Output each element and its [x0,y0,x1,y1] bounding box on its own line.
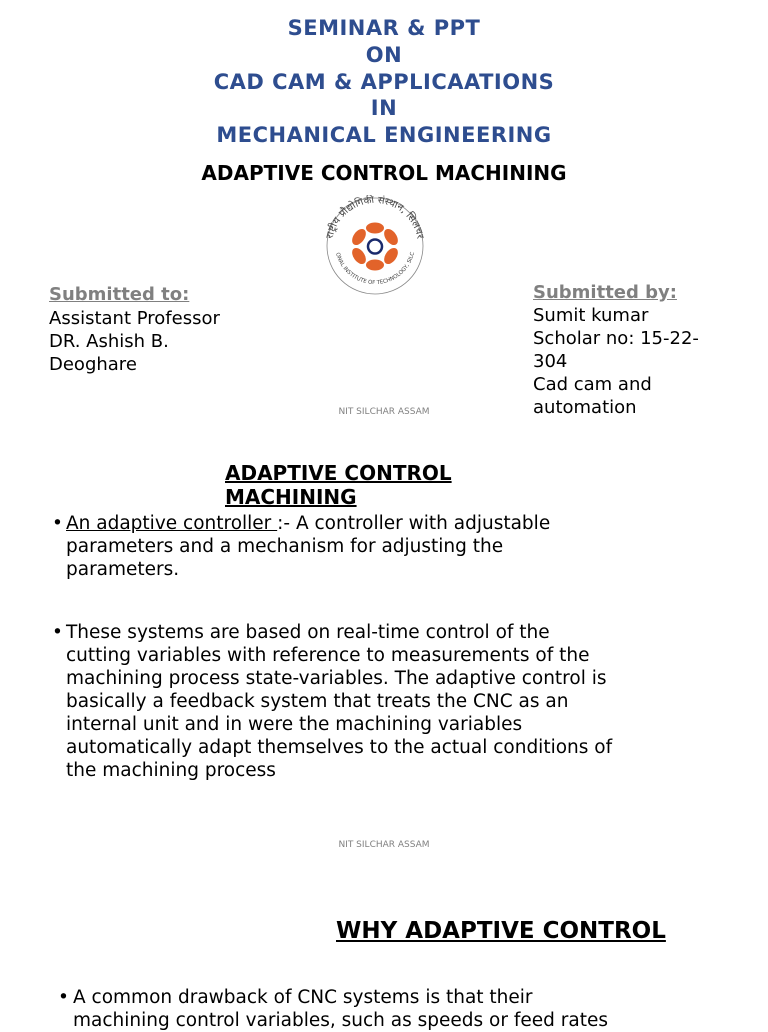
bullet-adaptive-controller [66,512,746,581]
bullet-symbol: • [58,987,69,1008]
bullet-text: :- A controller with adjustable [277,513,551,534]
slide2-heading-line: ADAPTIVE CONTROL [225,461,452,485]
term-adaptive-controller: An adaptive controller [66,513,278,534]
bullet-symbol: • [52,513,63,534]
submitted-to-line: DR. Ashish B. [49,331,169,352]
submitted-by-details [533,304,699,419]
slide2-footer: NIT SILCHAR ASSAM [338,840,430,850]
submitted-by-line: Sumit kumar [533,305,649,326]
title-line-3: CAD CAM & APPLICAATIONS [213,70,555,94]
bullet-cnc-drawback [73,986,763,1032]
bullet-text: machining control variables, such as speeds or feed rates [73,1010,608,1031]
slide-subtitle: ADAPTIVE CONTROL MACHINING [201,161,567,185]
title-line-1: SEMINAR & PPT [287,16,481,40]
submitted-by-line: Scholar no: 15-22- [533,328,699,349]
title-line-2: ON [365,43,403,67]
submitted-to-line: Assistant Professor [49,308,220,329]
submitted-to-label: Submitted to: [49,284,190,305]
bullet-text: A common drawback of CNC systems is that their [73,987,533,1008]
bullet-symbol: • [52,622,63,643]
submitted-by-line: 304 [533,351,568,372]
title-line-4: IN [370,96,398,120]
slide1-footer: NIT SILCHAR ASSAM [338,407,430,417]
slide2-heading-line: MACHINING [225,485,357,509]
bullet-text: cutting variables with reference to measurements of the [66,645,590,666]
bullet-text: parameters. [66,559,180,580]
bullet-text: basically a feedback system that treats the CNC as an [66,691,569,712]
slide3-heading: WHY ADAPTIVE CONTROL [336,918,666,944]
slide2-heading [225,461,452,509]
seal-inner-text: ONAL INSTITUTE OF TECHNOLOGY, SILC [334,251,417,287]
bullet-real-time-control [66,621,756,782]
bullet-text: internal unit and in were the machining variables [66,714,523,735]
submitted-by-line: Cad cam and [533,374,652,395]
title-line-5: MECHANICAL ENGINEERING [216,123,552,147]
bullet-text: machining process state-variables. The adaptive control is [66,668,607,689]
submitted-to-details [49,307,220,376]
svg-text:राष्ट्रीय प्रौद्योगिकी संस्थान [325,195,426,241]
submitted-by-label: Submitted by: [533,282,677,303]
bullet-text: parameters and a mechanism for adjusting the [66,536,504,557]
bullet-text: These systems are based on real-time control of the [66,622,550,643]
submitted-by-line: automation [533,397,637,418]
submitted-to-line: Deoghare [49,354,137,375]
bullet-text: automatically adapt themselves to the actual conditions of [66,737,613,758]
bullet-text: the machining process [66,760,276,781]
nit-silchar-seal-icon [318,195,432,297]
seal-outer-text: राष्ट्रीय प्रौद्योगिकी संस्थान, सिलचर [324,195,426,240]
